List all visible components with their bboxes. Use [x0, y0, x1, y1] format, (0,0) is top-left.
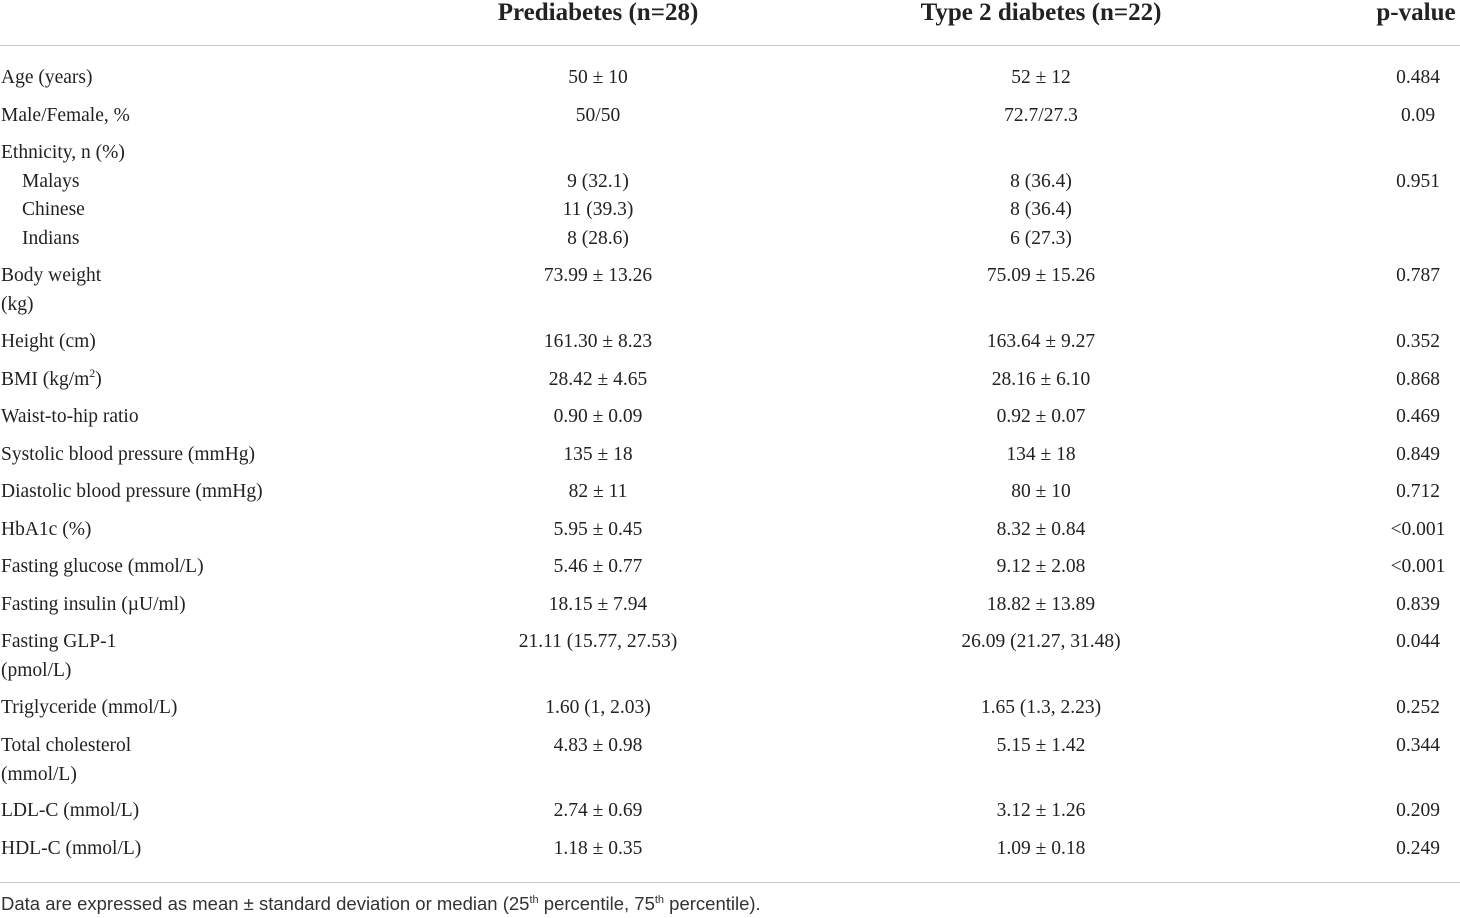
row-label-text: Ethnicity, n (%) — [1, 142, 125, 163]
footer-rule — [0, 882, 1460, 883]
prediabetes-value: 1.60 (1, 2.03) — [545, 697, 651, 718]
row-label-text: Triglyceride (mmol/L) — [1, 697, 178, 718]
row-label-text: HDL-C (mmol/L) — [1, 838, 142, 859]
type2-diabetes-value: 0.92 ± 0.07 — [996, 406, 1086, 427]
header-rule — [0, 45, 1460, 46]
column-header-type2-diabetes: Type 2 diabetes (n=22) — [920, 0, 1162, 26]
row-label — [1, 800, 139, 822]
type2-diabetes-value: 134 ± 18 — [1006, 444, 1076, 465]
footnote-text-3: percentile). — [664, 893, 761, 914]
prediabetes-value: 82 ± 11 — [568, 481, 628, 502]
footnote-text-2: percentile, 75 — [538, 893, 655, 914]
column-header-p-value: p-value — [1376, 0, 1456, 26]
prediabetes-value: 1.18 ± 0.35 — [553, 838, 643, 859]
p-value: 0.252 — [1396, 697, 1440, 718]
prediabetes-value: 161.30 ± 8.23 — [543, 331, 653, 352]
type2-diabetes-value: 9.12 ± 2.08 — [996, 556, 1086, 577]
row-label — [22, 199, 85, 221]
type2-diabetes-value: 1.09 ± 0.18 — [996, 838, 1086, 859]
row-label-text: Indians — [22, 228, 80, 249]
row-label-text-end: ) — [95, 369, 102, 390]
row-label-text: Chinese — [22, 199, 85, 220]
prediabetes-value: 9 (32.1) — [567, 171, 629, 192]
row-label-text: Age (years) — [1, 67, 93, 88]
p-value: 0.209 — [1396, 800, 1440, 821]
row-label-text: Diastolic blood pressure (mmHg) — [1, 481, 263, 502]
p-value: 0.044 — [1396, 631, 1440, 652]
prediabetes-value: 5.46 ± 0.77 — [553, 556, 643, 577]
p-value: 0.849 — [1396, 444, 1440, 465]
prediabetes-value: 50/50 — [575, 105, 621, 126]
type2-diabetes-value: 52 ± 12 — [1011, 67, 1071, 88]
row-label-continued: (mmol/L) — [1, 764, 77, 785]
p-value: 0.839 — [1396, 594, 1440, 615]
row-label — [22, 171, 79, 193]
prediabetes-value: 73.99 ± 13.26 — [543, 265, 653, 286]
row-label — [1, 519, 91, 541]
row-label — [1, 556, 204, 578]
prediabetes-value: 18.15 ± 7.94 — [548, 594, 648, 615]
p-value: 0.469 — [1396, 406, 1440, 427]
row-label — [1, 444, 255, 466]
table-footnote — [1, 893, 761, 918]
type2-diabetes-value: 80 ± 10 — [1011, 481, 1071, 502]
row-label — [1, 481, 263, 503]
type2-diabetes-value: 5.15 ± 1.42 — [996, 735, 1086, 756]
p-value: 0.484 — [1396, 67, 1440, 88]
p-value: 0.344 — [1396, 735, 1440, 756]
row-label — [1, 594, 186, 616]
row-label — [1, 67, 93, 89]
row-label — [1, 631, 116, 653]
p-value: 0.787 — [1396, 265, 1440, 286]
column-header-prediabetes: Prediabetes (n=28) — [497, 0, 699, 26]
type2-diabetes-value: 28.16 ± 6.10 — [991, 369, 1091, 390]
row-label — [1, 331, 96, 353]
row-label — [1, 366, 102, 392]
row-label-text: Total cholesterol — [1, 735, 132, 756]
type2-diabetes-value: 3.12 ± 1.26 — [996, 800, 1086, 821]
prediabetes-value: 4.83 ± 0.98 — [553, 735, 643, 756]
row-label-text: Fasting glucose (mmol/L) — [1, 556, 204, 577]
type2-diabetes-value: 26.09 (21.27, 31.48) — [961, 631, 1121, 652]
type2-diabetes-value: 163.64 ± 9.27 — [986, 331, 1096, 352]
row-label — [22, 228, 79, 250]
p-value: <0.001 — [1390, 519, 1446, 540]
row-label-continued: (kg) — [1, 294, 34, 315]
type2-diabetes-value: 8.32 ± 0.84 — [996, 519, 1086, 540]
row-label — [1, 406, 139, 428]
row-label-text: Body weight — [1, 265, 102, 286]
row-label-text: Malays — [22, 171, 80, 192]
p-value: 0.09 — [1400, 105, 1436, 126]
row-label — [1, 142, 125, 164]
prediabetes-value: 8 (28.6) — [567, 228, 629, 249]
type2-diabetes-value: 18.82 ± 13.89 — [986, 594, 1096, 615]
row-label — [1, 838, 141, 860]
prediabetes-value: 50 ± 10 — [568, 67, 628, 88]
prediabetes-value: 0.90 ± 0.09 — [553, 406, 643, 427]
row-label — [1, 697, 177, 719]
prediabetes-value: 5.95 ± 0.45 — [553, 519, 643, 540]
p-value: 0.712 — [1396, 481, 1440, 502]
row-label — [1, 735, 131, 757]
p-value: 0.249 — [1396, 838, 1440, 859]
footnote-sup-1: th — [529, 894, 539, 906]
p-value: <0.001 — [1390, 556, 1446, 577]
row-label-text: Systolic blood pressure (mmHg) — [1, 444, 256, 465]
prediabetes-value: 135 ± 18 — [563, 444, 633, 465]
row-label-text: LDL-C (mmol/L) — [1, 800, 140, 821]
row-label-text: Fasting GLP-1 — [1, 631, 117, 652]
prediabetes-value: 2.74 ± 0.69 — [553, 800, 643, 821]
row-label — [1, 105, 130, 127]
prediabetes-value: 11 (39.3) — [562, 199, 634, 220]
type2-diabetes-value: 6 (27.3) — [1010, 228, 1072, 249]
row-label-continued: (pmol/L) — [1, 660, 72, 681]
footnote-sup-2: th — [654, 894, 665, 906]
p-value: 0.951 — [1396, 171, 1440, 192]
type2-diabetes-value: 8 (36.4) — [1010, 171, 1072, 192]
p-value: 0.352 — [1396, 331, 1440, 352]
prediabetes-value: 21.11 (15.77, 27.53) — [518, 631, 678, 652]
type2-diabetes-value: 75.09 ± 15.26 — [986, 265, 1096, 286]
row-label — [1, 265, 101, 287]
p-value: 0.868 — [1396, 369, 1440, 390]
row-label-superscript: 2 — [89, 366, 96, 380]
row-label-text: Male/Female, % — [1, 105, 130, 126]
prediabetes-value: 28.42 ± 4.65 — [548, 369, 648, 390]
footnote-text-1: Data are expressed as mean ± standard deviation or median (25 — [1, 893, 530, 914]
type2-diabetes-value: 1.65 (1.3, 2.23) — [980, 697, 1102, 718]
row-label-text: HbA1c (%) — [1, 519, 92, 540]
row-label-text: Height (cm) — [1, 331, 96, 352]
type2-diabetes-value: 72.7/27.3 — [1004, 105, 1078, 126]
row-label-text: Fasting insulin (µU/ml) — [1, 594, 186, 615]
row-label-text: BMI (kg/m — [1, 369, 90, 390]
row-label-text: Waist-to-hip ratio — [1, 406, 139, 427]
type2-diabetes-value: 8 (36.4) — [1010, 199, 1072, 220]
